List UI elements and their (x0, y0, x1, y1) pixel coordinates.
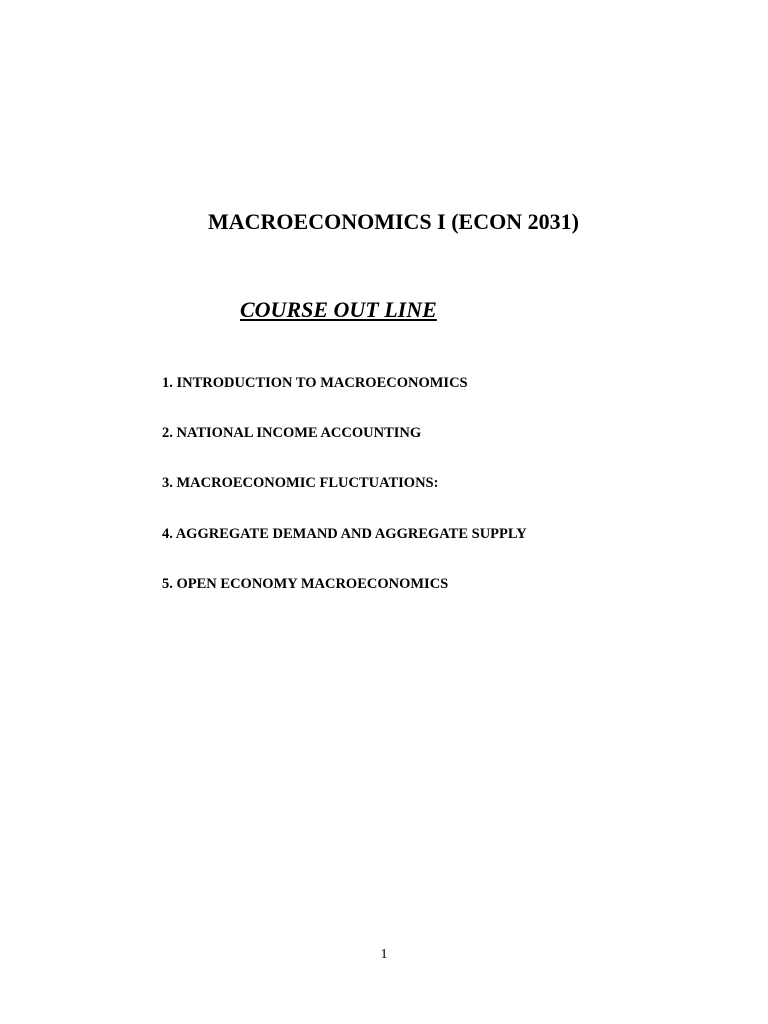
page-number: 1 (380, 947, 388, 962)
outline-item-fluctuations: 3. MACROECONOMIC FLUCTUATIONS: (162, 475, 439, 492)
course-outline-heading: COURSE OUT LINE (240, 297, 437, 322)
outline-item-aggregate-demand-supply: 4. AGGREGATE DEMAND AND AGGREGATE SUPPLY (162, 525, 527, 542)
outline-item-national-income: 2. NATIONAL INCOME ACCOUNTING (162, 425, 422, 442)
outline-item-open-economy: 5. OPEN ECONOMY MACROECONOMICS (162, 575, 449, 592)
course-outline-list (162, 374, 527, 625)
document-title: MACROECONOMICS I (ECON 2031) (208, 209, 579, 234)
outline-item-introduction: 1. INTRODUCTION TO MACROECONOMICS (162, 375, 468, 391)
